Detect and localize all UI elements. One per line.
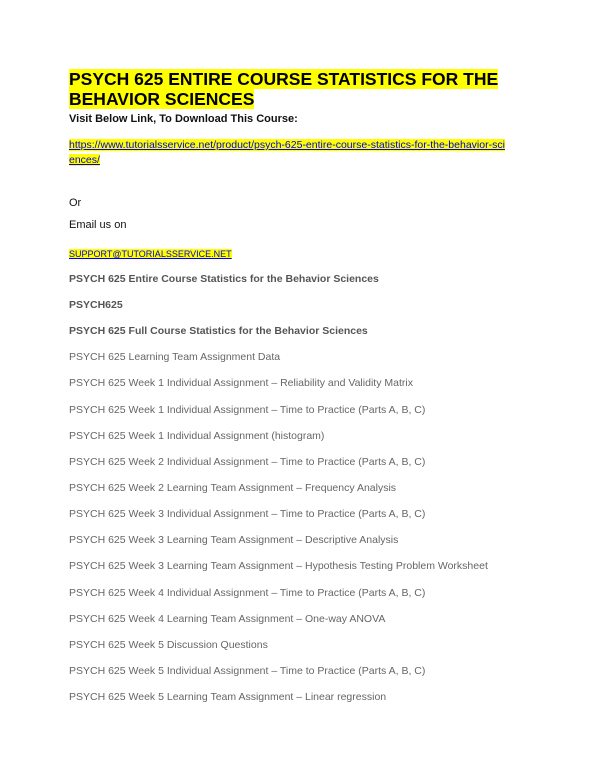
list-item: PSYCH 625 Week 3 Individual Assignment – Time to Practice (Parts A, B, C) (69, 508, 426, 520)
list-item: PSYCH 625 Week 3 Learning Team Assignment – Descriptive Analysis (69, 534, 399, 546)
list-item: PSYCH 625 Week 2 Learning Team Assignment – Frequency Analysis (69, 482, 397, 494)
download-link-text[interactable]: https://www.tutorialsservice.net/product/psych-625-entire-course-statistics-for-the-behavior-sciences/ (69, 139, 505, 166)
list-item: PSYCH 625 Week 5 Learning Team Assignment – Linear regression (69, 691, 387, 703)
course-heading-entire: PSYCH 625 Entire Course Statistics for the Behavior Sciences (69, 273, 379, 285)
list-item: PSYCH 625 Learning Team Assignment Data (69, 351, 281, 363)
list-item: PSYCH 625 Week 1 Individual Assignment (histogram) (69, 430, 325, 442)
list-item: PSYCH 625 Week 4 Individual Assignment – Time to Practice (Parts A, B, C) (69, 587, 426, 599)
list-item: PSYCH 625 Week 1 Individual Assignment – Time to Practice (Parts A, B, C) (69, 404, 426, 416)
list-item: PSYCH 625 Week 5 Individual Assignment – Time to Practice (Parts A, B, C) (69, 665, 426, 677)
email-us-text: Email us on (69, 219, 127, 231)
list-item: PSYCH 625 Week 3 Learning Team Assignment – Hypothesis Testing Problem Worksheet (69, 560, 488, 572)
course-code: PSYCH625 (69, 299, 123, 311)
list-item: PSYCH 625 Week 4 Learning Team Assignment – One-way ANOVA (69, 613, 386, 625)
list-item: PSYCH 625 Week 5 Discussion Questions (69, 639, 268, 651)
or-text: Or (69, 197, 82, 209)
course-heading-full: PSYCH 625 Full Course Statistics for the Behavior Sciences (69, 325, 368, 337)
document-title (69, 69, 549, 109)
support-email-text[interactable]: SUPPORT@TUTORIALSSERVICE.NET (69, 249, 232, 259)
list-item: PSYCH 625 Week 2 Individual Assignment – Time to Practice (Parts A, B, C) (69, 456, 426, 468)
document-title-text: PSYCH 625 ENTIRE COURSE STATISTICS FOR THE BEHAVIOR SCIENCES (69, 69, 499, 109)
support-email-link[interactable] (69, 249, 232, 259)
list-item: PSYCH 625 Week 1 Individual Assignment – Reliability and Validity Matrix (69, 377, 413, 389)
download-link[interactable] (69, 138, 509, 168)
visit-instruction: Visit Below Link, To Download This Course: (69, 113, 298, 125)
